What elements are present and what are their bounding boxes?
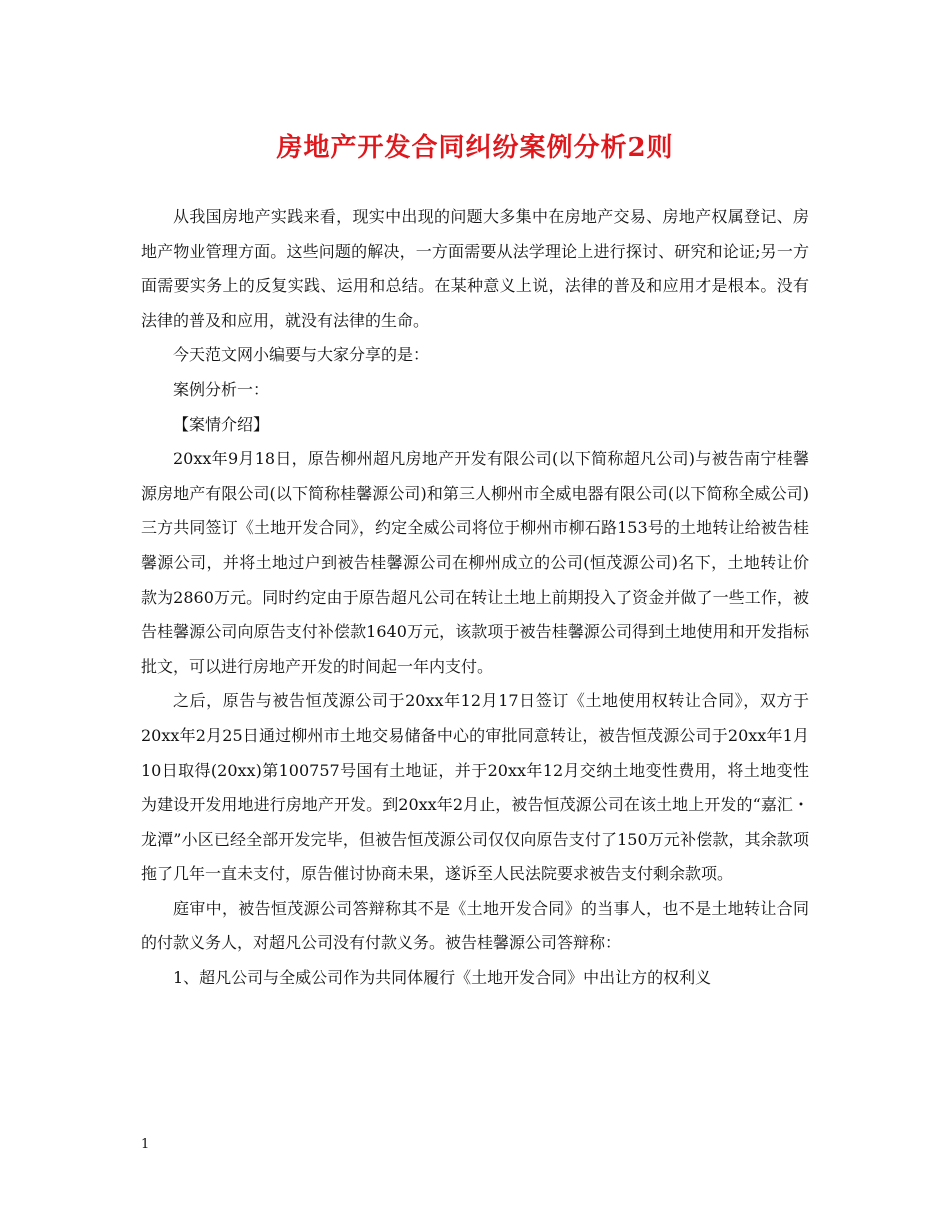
paragraph-case-followup: 之后，原告与被告恒茂源公司于20xx年12月17日签订《土地使用权转让合同》，双方于20xx年2月25日通过柳州市土地交易储备中心的审批同意转让，被告恒茂源公司于20xx年1月10日取得(20xx)第100757号国有土地证，并于20xx年12月交纳土地变性费用，将土地变性为建设开发用地进行房地产开发。到20xx年2月止，被告恒茂源公司在该土地上开发的“嘉汇・龙潭”小区已经全部开发完毕，但被告恒茂源公司仅仅向原告支付了150万元补偿款，其余款项拖了几年一直未支付，原告催讨协商未果，遂诉至人民法院要求被告支付剩余款项。 bbox=[141, 691, 809, 884]
paragraph-defense-point-1: 1、超凡公司与全威公司作为共同体履行《土地开发合同》中出让方的权利义 bbox=[173, 968, 712, 988]
paragraph-intro: 从我国房地产实践来看，现实中出现的问题大多集中在房地产交易、房地产权属登记、房地产物业管理方面。这些问题的解决，一方面需要从法学理论上进行探讨、研究和论证;另一方面需要实务上的反复实践、运用和总结。在某种意义上说，法律的普及和应用才是根本。没有法律的普及和应用，就没有法律的生命。 bbox=[141, 207, 809, 330]
paragraph-share: 今天范文网小编要与大家分享的是： bbox=[173, 345, 430, 365]
paragraph-case-heading: 案例分析一： bbox=[173, 379, 270, 399]
paragraph-trial: 庭审中，被告恒茂源公司答辩称其不是《土地开发合同》的当事人，也不是土地转让合同的付款义务人，对超凡公司没有付款义务。被告桂馨源公司答辩称： bbox=[141, 898, 809, 953]
paragraph-case-intro-label: 【案情介绍】 bbox=[173, 414, 270, 434]
document-body bbox=[141, 200, 809, 996]
page-number: 1 bbox=[141, 1137, 150, 1152]
document-title: 房地产开发合同纠纷案例分析2则 bbox=[276, 133, 674, 163]
paragraph-case-facts: 20xx年9月18日，原告柳州超凡房地产开发有限公司(以下简称超凡公司)与被告南宁桂馨源房地产有限公司(以下简称桂馨源公司)和第三人柳州市全威电器有限公司(以下简称全威公司)三方共同签订《土地开发合同》，约定全威公司将位于柳州市柳石路153号的土地转让给被告桂馨源公司，并将土地过户到被告桂馨源公司在柳州成立的公司(恒茂源公司)名下，土地转让价款为2860万元。同时约定由于原告超凡公司在转让土地上前期投入了资金并做了一些工作，被告桂馨源公司向原告支付补偿款1640万元，该款项于被告桂馨源公司得到土地使用和开发指标批文，可以进行房地产开发的时间起一年内支付。 bbox=[141, 449, 809, 676]
